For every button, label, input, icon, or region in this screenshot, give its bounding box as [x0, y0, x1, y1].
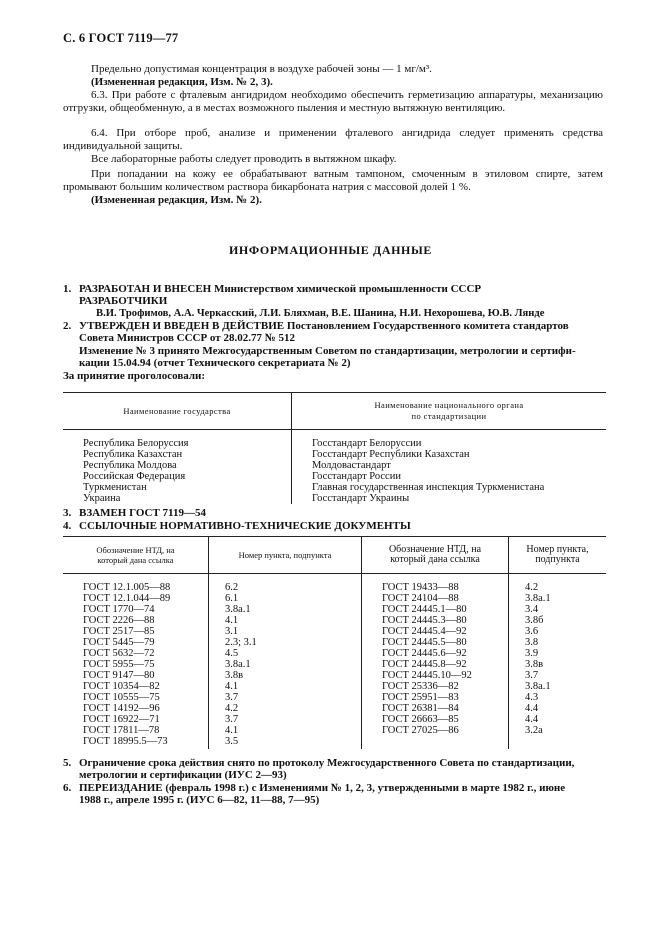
refs-left-items: 6.2 6.1 3.8а.1 4.1 3.1 2.3; 3.1 4.5 3.8а.1 3.8в 4.1 3.7 4.2 3.7 4.1 3.5 — [209, 574, 362, 750]
states-col-agency: Госстандарт Белоруссии Госстандарт Республики Казахстан Молдовастандарт Госстандарт России Главная государственная инспекция Туркменистана Госстандарт Украины — [312, 438, 545, 504]
section-1-heading: РАЗРАБОТАН И ВНЕСЕН Министерством химической промышленности СССР — [79, 283, 482, 295]
page-header: С. 6 ГОСТ 7119—77 — [63, 31, 179, 45]
refs-left-docs: ГОСТ 12.1.005—88 ГОСТ 12.1.044—89 ГОСТ 1770—74 ГОСТ 2226—88 ГОСТ 2517—85 ГОСТ 5445—79 ГОСТ 5632—72 ГОСТ 5955—75 ГОСТ 9147—80 ГОСТ 10354—82 ГОСТ 10555—75 ГОСТ 14192—96 ГОСТ 16922—71 ГОСТ 17811—78 ГОСТ 18995.5—73 — [63, 574, 209, 750]
section-5-line-2: метрологии и сертификации (ИУС 2—93) — [79, 769, 287, 782]
refs-header-doc-right: Обозначение НТД, на который дана ссылка — [362, 537, 509, 574]
paragraph-note-2: (Измененная редакция, Изм. № 2). — [91, 194, 262, 206]
section-1-developers: В.И. Трофимов, А.А. Черкасский, Л.И. Бляхман, В.Е. Шанина, Н.И. Нехорошева, Ю.В. Лянде — [96, 307, 545, 319]
paragraph-concentration: Предельно допустимая концентрация в воздухе рабочей зоны — 1 мг/м³. — [91, 63, 432, 75]
section-2-line-1: УТВЕРЖДЕН И ВВЕДЕН В ДЕЙСТВИЕ Постановлением Государственного комитета стандартов — [79, 320, 569, 332]
section-title: ИНФОРМАЦИОННЫЕ ДАННЫЕ — [229, 243, 432, 257]
section-5-line-1: Ограничение срока действия снято по протоколу Межгосударственного Совета по стандартизации, — [79, 757, 575, 769]
section-5: 5. Ограничение срока действия снято по протоколу Межгосударственного Совета по стандартизации, метрологии и сертификации (ИУС 2—93) — [63, 757, 608, 782]
refs-right-docs: ГОСТ 19433—88 ГОСТ 24104—88 ГОСТ 24445.1—80 ГОСТ 24445.3—80 ГОСТ 24445.4—92 ГОСТ 24445.5—80 ГОСТ 24445.6—92 ГОСТ 24445.8—92 ГОСТ 24445.10—92 ГОСТ 25336—82 ГОСТ 25951—83 ГОСТ 26381—84 ГОСТ 26663—85 ГОСТ 27025—86 — [362, 574, 509, 750]
refs-header-item-right: Номер пункта, подпункта — [509, 537, 607, 574]
section-2-line-2: Совета Министров СССР от 28.02.77 № 512 — [79, 332, 295, 345]
paragraph-6-3: 6.3. При работе с фталевым ангидридом необходимо обеспечить герметизацию аппаратуры, механизацию отгрузки, общеобменную, а в местах возможного пыления и местную вытяжную вентиляцию. — [63, 89, 603, 114]
section-3-text: ВЗАМЕН ГОСТ 7119—54 — [79, 507, 206, 519]
refs-right-items: 4.2 3.8а.1 3.4 3.8б 3.6 3.8 3.9 3.8в 3.7 3.8а.1 4.3 4.4 4.4 3.2а — [525, 582, 551, 736]
section-1-developers-label: РАЗРАБОТЧИКИ — [79, 295, 168, 308]
paragraph-note-1: (Измененная редакция, Изм. № 2, 3). — [91, 76, 273, 88]
paragraph-lab: Все лабораторные работы следует проводить в вытяжном шкафу. — [91, 153, 397, 165]
section-6-line-2: 1988 г., апреле 1995 г. (ИУС 6—82, 11—88, 7—95) — [79, 794, 320, 807]
section-4-text: ССЫЛОЧНЫЕ НОРМАТИВНО-ТЕХНИЧЕСКИЕ ДОКУМЕНТЫ — [79, 520, 411, 532]
section-1-number: 1. — [63, 283, 72, 295]
section-6: 6. ПЕРЕИЗДАНИЕ (февраль 1998 г.) с Изменениями № 1, 2, 3, утвержденными в марте 1982 г., июне 1988 г., апреле 1995 г. (ИУС 6—82, 11—88, 7—95) — [63, 782, 608, 807]
section-2-number: 2. — [63, 320, 72, 332]
section-2-line-3: Изменение № 3 принято Межгосударственным Советом по стандартизации, метрологии и сертифи- — [79, 344, 576, 357]
section-1 — [63, 283, 608, 320]
paragraph-skin: При попадании на кожу ее обрабатывают ватным тампоном, смоченным в этиловом спирте, затем промывают большим количеством раствора бикарбоната натрия с массовой долей 1 %. — [63, 168, 603, 193]
states-table — [63, 392, 606, 504]
section-2-line-4: кации 15.04.94 (отчет Технического секретариата № 2) — [79, 357, 351, 370]
section-3: 3. ВЗАМЕН ГОСТ 7119—54 — [63, 507, 608, 519]
section-2 — [63, 320, 608, 370]
section-4: 4. ССЫЛОЧНЫЕ НОРМАТИВНО-ТЕХНИЧЕСКИЕ ДОКУМЕНТЫ — [63, 520, 608, 532]
states-col-state: Республика Белоруссия Республика Казахстан Республика Молдова Российская Федерация Туркменистан Украина — [63, 430, 292, 505]
states-col-agency-header: Наименование национального органа по стандартизации — [292, 393, 607, 430]
voted-label: За принятие проголосовали: — [63, 370, 206, 382]
states-col-state-header: Наименование государства — [63, 393, 292, 430]
refs-header-doc-left: Обозначение НТД, на который дана ссылка — [63, 537, 209, 574]
references-table — [63, 536, 606, 749]
refs-header-item-left: Номер пункта, подпункта — [209, 537, 362, 574]
paragraph-6-4: 6.4. При отборе проб, анализе и применении фталевого ангидрида следует применять средства индивидуальной защиты. — [63, 127, 603, 152]
section-6-line-1: ПЕРЕИЗДАНИЕ (февраль 1998 г.) с Изменениями № 1, 2, 3, утвержденными в марте 1982 г., июне — [79, 782, 566, 794]
